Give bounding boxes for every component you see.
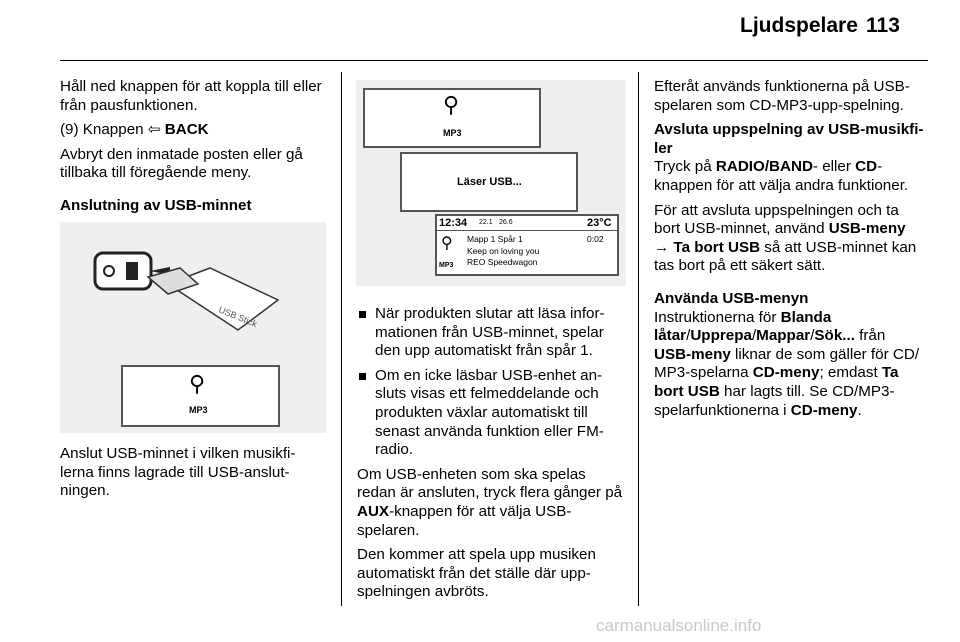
press-mid: - eller: [812, 158, 856, 176]
aux-suffix: -knappen för att välja USB-spelaren.: [357, 502, 572, 539]
status-divider: [437, 230, 617, 231]
column-1: [60, 78, 328, 222]
usb-symbol-icon: ⚲: [189, 371, 206, 396]
usb-symbol-icon: ⚲: [441, 235, 453, 252]
status-temperature: 23°C: [587, 217, 612, 229]
track-song: Keep on loving you: [467, 246, 540, 256]
bullet-text: När produkten slutar att läsa infor-mationen från USB-minnet, spelar den upp automatiskt från spår 1.: [375, 305, 605, 360]
track-folder: Mapp 1 Spår 1: [467, 234, 523, 244]
column-2: [357, 305, 625, 608]
status-temp-2: 26.6: [499, 219, 513, 226]
folders-label: Mappar: [756, 327, 811, 345]
track-elapsed: 0:02: [587, 234, 604, 244]
text-fragment: .: [857, 401, 862, 419]
aux-key: AUX: [357, 502, 390, 520]
usb-port-slot-icon: [126, 262, 138, 280]
text-fragment: liknar de som gäller för CD/ MP3-spelarna: [654, 345, 920, 382]
playback-display: [435, 214, 619, 276]
paragraph-cancel: Avbryt den inmatade posten eller gå tillbaka till föregående meny.: [60, 145, 303, 182]
usb-stick-label: USB Stick: [217, 304, 259, 330]
separator: /: [686, 327, 691, 345]
watermark: carmanualsonline.info: [596, 616, 762, 635]
column-1-bottom: [60, 445, 328, 507]
bullet-item: [357, 305, 625, 361]
mp3-source-label: MP3: [439, 262, 454, 269]
heading-stop-usb: Avsluta uppspelning av USB-musikfi-ler: [654, 121, 924, 157]
aux-prefix: Om USB-enheten som ska spelas redan är ansluten, tryck flera gånger på: [357, 465, 623, 502]
bullet-square-icon: [359, 311, 366, 318]
back-key-prefix: (9) Knappen: [60, 121, 148, 139]
usb-display-figure: [356, 80, 626, 286]
text-fragment: Instruktionerna för: [654, 308, 781, 326]
usb-menu-label: USB-meny: [828, 220, 906, 238]
bullet-text: Om en icke läsbar USB-enhet an-sluts visas ett felmeddelande och produkten växlar automatiskt till senast använda funktion eller FM-radio.: [375, 366, 604, 459]
cd-key: CD: [855, 158, 878, 176]
paragraph-back-key: [60, 121, 328, 140]
heading-usb-menu: Använda USB-menyn: [654, 289, 809, 307]
remove-suffix: så att USB-minnet kan tas bort på ett säkert sätt.: [654, 238, 917, 275]
track-artist: REO Speedwagon: [467, 257, 538, 267]
mp3-label: MP3: [443, 128, 462, 138]
reading-display: [400, 152, 578, 212]
paragraph-pause: Håll ned knappen för att koppla till eller från pausfunktionen.: [60, 78, 322, 114]
arrow-icon: →: [654, 238, 674, 256]
remove-usb-label: Ta bort USB: [654, 364, 899, 400]
back-key-label: BACK: [164, 121, 209, 139]
separator: /: [810, 327, 815, 345]
column-divider-2: [638, 72, 639, 606]
column-3: [654, 78, 924, 426]
press-prefix: Tryck på: [654, 158, 716, 176]
status-temp-1: 22.1: [479, 219, 493, 226]
back-arrow-icon: ⇦: [147, 121, 161, 139]
usb-symbol-icon: ⚲: [443, 92, 460, 117]
page-header-title: Ljudspelare: [740, 14, 858, 37]
status-time: 12:34: [439, 217, 468, 229]
search-label: Sök...: [814, 327, 855, 345]
paragraph-resume: Den kommer att spela upp musiken automatiskt från det ställe där upp-spelningen avbröts.: [357, 546, 596, 601]
paragraph-aux: [357, 466, 625, 540]
paragraph-afterwards: Efteråt används funktionerna på USB-spelaren som CD-MP3-upp-spelning.: [654, 78, 910, 114]
header-rule: [60, 60, 928, 61]
text-fragment: har lagts till. Se CD/MP3-spelarfunktionerna i: [654, 382, 895, 419]
bullet-square-icon: [359, 373, 366, 380]
usb-menu-label: USB-meny: [654, 345, 731, 363]
page-number: 113: [866, 14, 900, 37]
cd-menu-label: CD-meny: [790, 401, 858, 419]
bullet-item: [357, 367, 625, 460]
text-fragment: ; emdast: [819, 364, 882, 382]
heading-usb-connect: Anslutning av USB-minnet: [60, 196, 252, 214]
mp3-display: [363, 88, 541, 148]
column-divider-1: [341, 72, 342, 606]
text-fragment: från: [854, 327, 886, 345]
repeat-label: Upprepa: [690, 327, 752, 345]
reading-usb-text: Läser USB...: [457, 176, 522, 188]
separator: /: [751, 327, 757, 345]
press-suffix: -knappen för att välja andra funktioner.: [654, 158, 909, 194]
cd-menu-label: CD-meny: [752, 364, 820, 382]
paragraph-press-radio: [654, 158, 924, 195]
paragraph-usb-menu: [654, 309, 924, 421]
paragraph-connect: Anslut USB-minnet i vilken musikfi-lerna finns lagrade till USB-anslut-ningen.: [60, 445, 296, 500]
paragraph-remove-usb: [654, 202, 924, 276]
shuffle-label: Blanda låtar: [654, 308, 832, 345]
mp3-label: MP3: [189, 405, 208, 415]
usb-connection-figure: [60, 222, 326, 433]
remove-prefix: För att avsluta uppspelningen och ta bort USB-minnet, använd: [654, 201, 899, 238]
remove-usb-label: Ta bort USB: [673, 238, 761, 256]
radio-band-key: RADIO/BAND: [715, 158, 813, 176]
mp3-display-small: [121, 365, 280, 427]
